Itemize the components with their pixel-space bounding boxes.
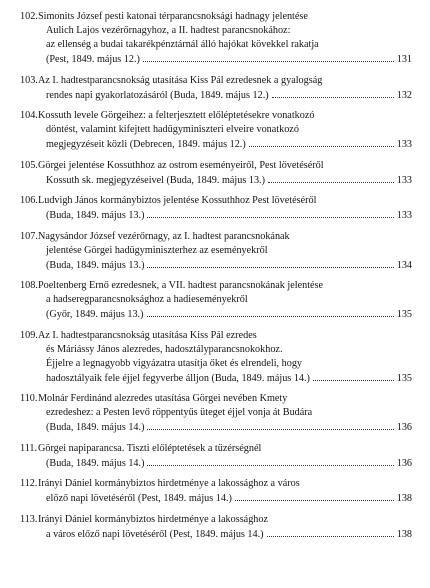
entry-title-line: Irányi Dániel kormánybiztos hirdetménye a lakossághoz xyxy=(38,513,268,525)
entry-title-line: Az I. hadtestparancsnokság utasítása Kiss Pál ezredesnek a gyalogság xyxy=(38,74,323,86)
toc-entry xyxy=(0,10,430,66)
page-number: 132 xyxy=(396,89,412,101)
entry-title-line: Molnár Ferdinánd alezredes utasítása Görgei nevében Kmety xyxy=(38,393,288,404)
entry-last-line xyxy=(38,137,412,151)
entry-title-line: Poeltenberg Ernő ezredesnek, a VII. hadtest parancsnokának jelentése xyxy=(38,280,324,291)
entry-last-line xyxy=(38,258,412,272)
entry-date-text: (Buda, 1849. május 14.) xyxy=(46,457,145,469)
entry-number: 111. xyxy=(20,442,38,454)
dot-leader xyxy=(147,307,394,317)
page-number: 138 xyxy=(396,493,412,504)
entry-number: 103. xyxy=(20,74,38,86)
entry-title-line: és Máriássy János alezredes, hadosztályparancsnokokhoz. xyxy=(46,343,283,355)
page-number: 134 xyxy=(396,259,412,271)
entry-title-line: Kossuth levele Görgeihez: a felterjesztett előléptetésekre vonatkozó xyxy=(38,110,315,121)
entry-title-line: Görgei napiparancsa. Tiszti előléptetések a tüzérségnél xyxy=(38,442,262,454)
entry-last-line xyxy=(38,420,412,434)
entry-title-line: az ellenség a budai takarékpénztárnál álló hajókat kövekkel rakatja xyxy=(46,39,319,50)
entry-number: 113. xyxy=(20,513,38,525)
toc-entry xyxy=(0,477,430,505)
dot-leader xyxy=(267,527,394,537)
entry-title-line: a hadseregparancsnoksághoz a hadieseményekről xyxy=(46,294,248,305)
entry-number: 102. xyxy=(20,11,38,22)
entry-last-line xyxy=(38,208,412,222)
entry-last-line xyxy=(38,52,412,66)
dot-leader xyxy=(268,173,394,183)
page-number: 138 xyxy=(396,528,412,540)
entry-number: 107. xyxy=(20,230,38,242)
entry-date-text: (Buda, 1849. május 14.) xyxy=(46,422,145,433)
toc-entry xyxy=(0,392,430,434)
entry-title-line: Az I. hadtestparancsnokság utasítása Kiss Pál ezredes xyxy=(38,329,257,341)
entry-last-line xyxy=(38,173,412,187)
entry-last-line xyxy=(38,307,412,321)
dot-leader xyxy=(235,491,394,501)
dot-leader xyxy=(249,137,394,147)
entry-date-text: hadosztályaik fele éjjel fegyverbe álljon (Buda, 1849. május 14.) xyxy=(46,372,310,384)
entry-date-text: megjegyzéseit közli (Debrecen, 1849. május 12.) xyxy=(46,139,246,150)
entry-date-text: Kossuth sk. megjegyzéseivel (Buda, 1849. május 13.) xyxy=(46,174,265,186)
entry-date-text: a város előző napi lövetéséről (Pest, 1849. május 14.) xyxy=(46,528,264,540)
toc-entry xyxy=(0,279,430,321)
entry-last-line xyxy=(38,491,412,505)
entry-title-line: döntést, valamint kifejtett hadügyminiszteri elveire vonatkozó xyxy=(46,124,299,135)
toc-entry xyxy=(0,230,430,272)
dot-leader xyxy=(272,88,394,98)
page-number: 133 xyxy=(396,210,412,221)
entry-date-text: előző napi lövetéséről (Pest, 1849. május 14.) xyxy=(46,493,232,504)
dot-leader xyxy=(147,208,393,218)
entry-last-line xyxy=(38,527,412,541)
entry-title-line: Nagysándor József vezérőrnagy, az I. hadtest parancsnokának xyxy=(38,230,290,242)
entry-title-line: Görgei jelentése Kossuthhoz az ostrom eseményeiről, Pest lövetéséről xyxy=(38,159,324,171)
entry-title-line: Irányi Dániel kormánybiztos hirdetménye a lakossághoz a város xyxy=(38,478,300,489)
toc-entry xyxy=(0,442,430,470)
entry-title-line: Ludvigh János kormánybiztos jelentése Kossuthhoz Pest lövetéséről xyxy=(38,195,317,206)
toc-entry xyxy=(0,159,430,187)
page-number: 136 xyxy=(396,457,412,469)
toc-entry xyxy=(0,513,430,541)
entry-number: 104. xyxy=(20,110,38,121)
entry-date-text: (Győr, 1849. május 13.) xyxy=(46,309,144,320)
entry-date-text: (Buda, 1849. május 13.) xyxy=(46,259,145,271)
entry-number: 112. xyxy=(20,478,38,489)
entry-number: 110. xyxy=(20,393,38,404)
page-number: 133 xyxy=(396,174,412,186)
toc-entry xyxy=(0,329,430,385)
entry-date-text: (Pest, 1849. május 12.) xyxy=(46,54,140,65)
entry-last-line xyxy=(38,456,412,470)
entry-last-line xyxy=(38,88,412,102)
page-number: 133 xyxy=(396,139,412,150)
toc-entry xyxy=(0,109,430,151)
entry-title-line: ezredeshez: a Pesten levő röppentyűs üteget éjjel vonja át Budára xyxy=(46,407,313,418)
entry-number: 109. xyxy=(20,329,38,341)
entry-last-line xyxy=(38,371,412,385)
toc-entry xyxy=(0,74,430,102)
dot-leader xyxy=(147,420,393,430)
entry-date-text: rendes napi gyakorlatozásáról (Buda, 1849. május 12.) xyxy=(46,89,269,101)
entry-title-line: Éjjelre a legnagyobb vigyázatra utasítja őket és elrendeli, hogy xyxy=(46,357,303,369)
page-number: 136 xyxy=(396,422,412,433)
entry-date-text: (Buda, 1849. május 13.) xyxy=(46,210,145,221)
entry-title-line: Aulich Lajos vezérőrnagyhoz, a II. hadtest parancsnokához: xyxy=(46,25,291,36)
dot-leader xyxy=(147,456,393,466)
dot-leader xyxy=(147,258,393,268)
page-number: 135 xyxy=(396,309,412,320)
toc-entry xyxy=(0,194,430,222)
dot-leader xyxy=(313,371,394,381)
entry-title-line: jelentése Görgei hadügyminiszterhez az eseményekről xyxy=(46,244,268,256)
page-number: 135 xyxy=(396,372,412,384)
entry-number: 106. xyxy=(20,195,38,206)
entry-number: 105. xyxy=(20,159,38,171)
page-number: 131 xyxy=(396,54,412,65)
entry-number: 108. xyxy=(20,280,38,291)
dot-leader xyxy=(143,52,394,62)
entry-title-line: Simonits József pesti katonai térparancsnoksági hadnagy jelentése xyxy=(38,11,308,22)
